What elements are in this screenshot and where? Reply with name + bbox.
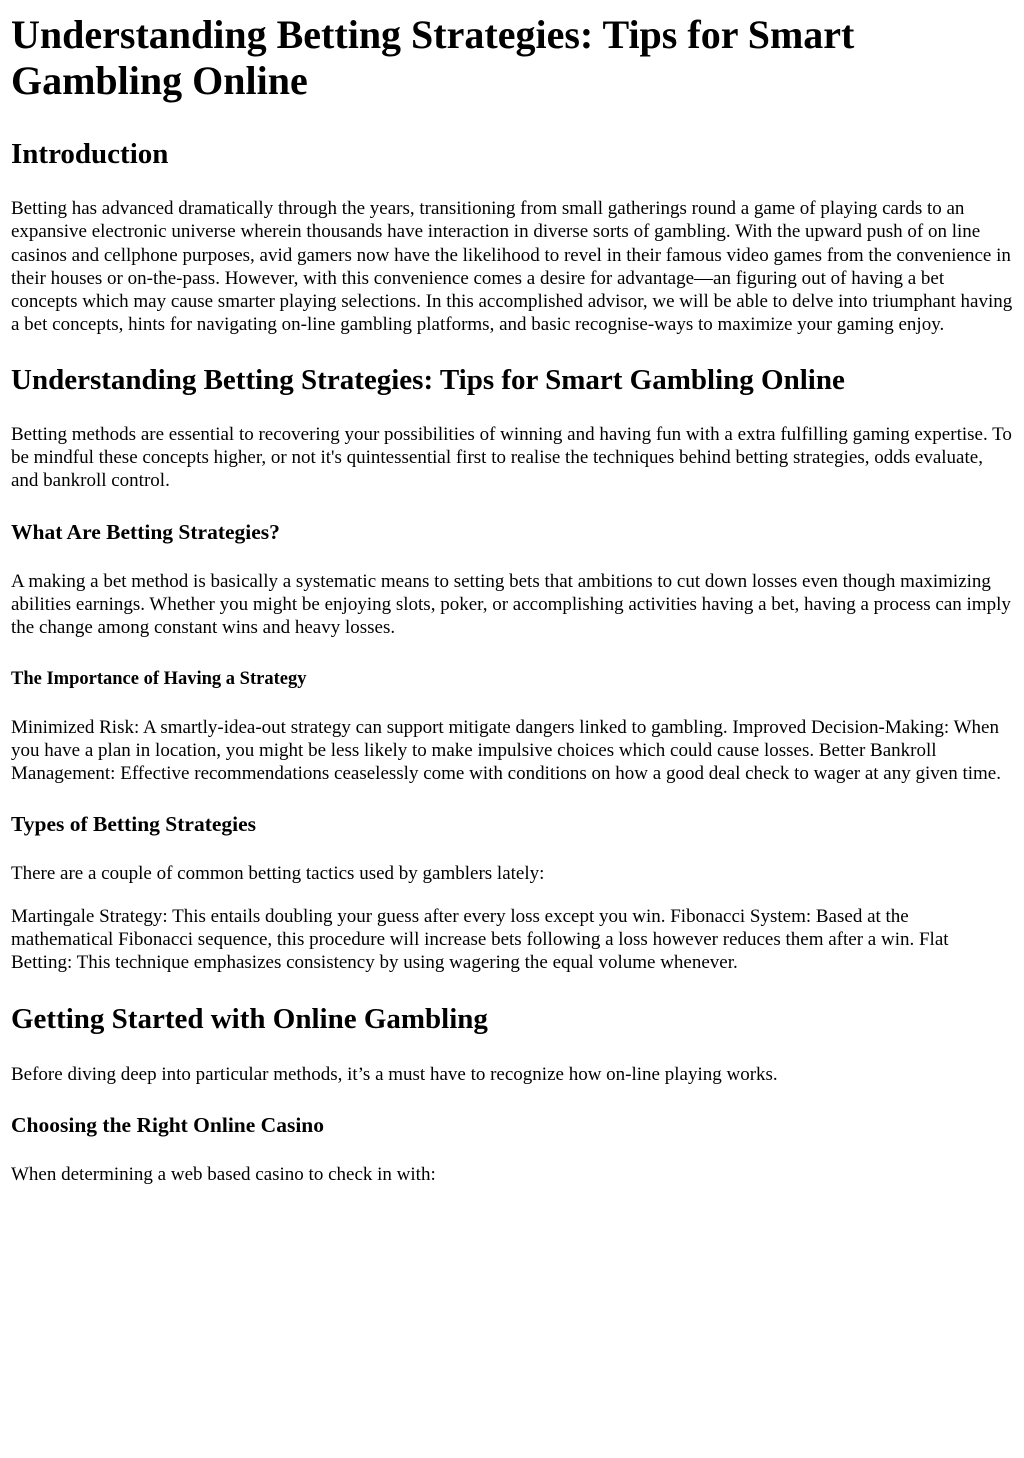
page-title: Understanding Betting Strategies: Tips for Smart Gambling Online <box>11 12 855 103</box>
section-paragraph-strategies: Betting methods are essential to recovering your possibilities of winning and having fun with a extra fulfilling gaming expertise. To be mindful these concepts higher, or not it's quintessential first to realise the techniques behind betting strategies, odds evaluate, and bankroll control. <box>11 423 1012 492</box>
getting-started-heading: Getting Started with Online Gambling <box>11 1002 488 1035</box>
types-heading: Types of Betting Strategies <box>11 812 257 837</box>
article <box>0 12 1024 1186</box>
importance-heading: The Importance of Having a Strategy <box>11 668 307 689</box>
section-heading-strategies: Understanding Betting Strategies: Tips for Smart Gambling Online <box>11 363 845 396</box>
intro-paragraph: Betting has advanced dramatically through the years, transitioning from small gatherings round a game of playing cards to an expansive electronic universe wherein thousands have interaction in diverse sorts of gambling. With the upward push of on line casinos and cellphone purposes, avid gamers now have the likelihood to revel in their famous video games from the convenience in their houses or on-the-pass. However, with this convenience comes a desire for advantage—an figuring out of having a bet concepts which may cause smarter playing selections. In this accomplished advisor, we will be able to delve into triumphant having a bet concepts, hints for navigating on-line gambling platforms, and basic recognise-ways to maximize your gaming enjoy. <box>11 198 1013 336</box>
types-intro: There are a couple of common betting tactics used by gamblers lately: <box>11 863 545 885</box>
intro-heading: Introduction <box>11 138 169 170</box>
choosing-paragraph: When determining a web based casino to check in with: <box>11 1163 436 1185</box>
getting-started-paragraph: Before diving deep into particular methods, it’s a must have to recognize how on-line playing works. <box>11 1063 778 1085</box>
what-are-paragraph: A making a bet method is basically a systematic means to setting bets that ambitions to cut down losses even though maximizing abilities earnings. Whether you might be enjoying slots, poker, or accomplishing activities having a bet, having a process can imply the change among constant wins and heavy losses. <box>11 570 1011 639</box>
types-paragraph: Martingale Strategy: This entails doubling your guess after every loss except you win. Fibonacci System: Based at the mathematical Fibonacci sequence, this procedure will increase bets following a loss however reduces them after a win. Flat Betting: This technique emphasizes consistency by using wagering the equal volume whenever. <box>11 905 949 974</box>
importance-paragraph: Minimized Risk: A smartly-idea-out strategy can support mitigate dangers linked to gambling. Improved Decision-Making: When you have a plan in location, you might be less likely to make impulsive choices which could cause losses. Better Bankroll Management: Effective recommendations ceaselessly come with conditions on how a good deal check to wager at any given time. <box>11 716 1001 785</box>
what-are-heading: What Are Betting Strategies? <box>11 519 280 544</box>
choosing-heading: Choosing the Right Online Casino <box>11 1112 325 1137</box>
